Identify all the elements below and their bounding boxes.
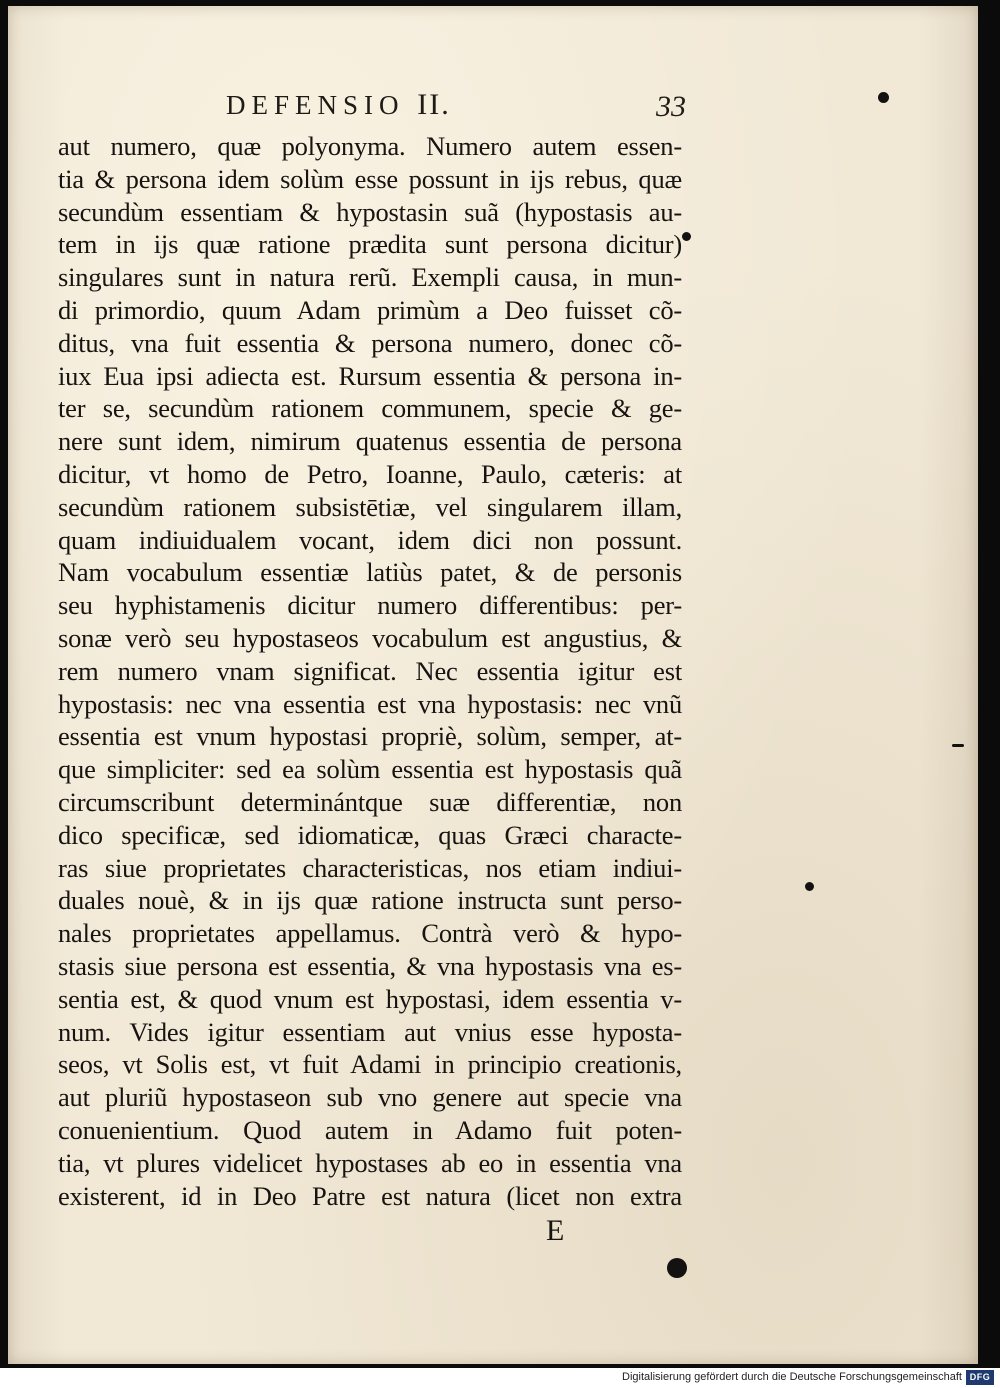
signature-mark: E: [546, 1214, 565, 1247]
body-text: [58, 130, 682, 1212]
text-line: tia & persona idem solùm esse possunt in ijs rebus, quæ: [58, 163, 682, 194]
text-line: iux Eua ipsi adiecta est. Rursum essentia & persona in-: [58, 360, 682, 391]
text-line: aut numero, quæ polyonyma. Numero autem essen-: [58, 131, 682, 161]
text-line: ditus, vna fuit essentia & persona numero, donec cõ-: [58, 327, 682, 358]
text-line: que simpliciter: sed ea solùm essentia est hypostasis quã: [58, 754, 682, 785]
text-line: dicitur, vt homo de Petro, Ioanne, Paulo, cæteris: at: [58, 458, 682, 489]
text-line: num. Vides igitur essentiam aut vnius esse hyposta-: [58, 1016, 682, 1047]
text-line: Nam vocabulum essentiæ latiùs patet, & de personis: [58, 557, 682, 588]
page-number: 33: [656, 90, 686, 123]
text-line: conuenientium. Quod autem in Adamo fuit poten-: [58, 1114, 682, 1145]
text-line: tem in ijs quæ ratione prædita sunt persona dicitur): [58, 229, 682, 260]
text-line: singulares sunt in natura rerũ. Exempli causa, in mun-: [58, 262, 682, 293]
ink-blot: [878, 92, 889, 103]
text-line: secundùm essentiam & hypostasin suã (hypostasis au-: [58, 196, 682, 227]
dfg-logo: DFG: [966, 1370, 994, 1385]
text-line: tia, vt plures videlicet hypostases ab eo in essentia vna: [58, 1147, 682, 1178]
running-head-number: II.: [417, 88, 451, 121]
text-line: duales nouè, & in ijs quæ ratione instructa sunt perso-: [58, 885, 682, 916]
text-line: existerent, id in Deo Patre est natura (licet non extra: [58, 1180, 682, 1211]
running-head: [226, 88, 451, 122]
text-line: seu hyphistamenis dicitur numero differentibus: per-: [58, 590, 682, 621]
text-line: circumscribunt determinántque suæ differentiæ, non: [58, 786, 682, 817]
text-line: ter se, secundùm rationem communem, specie & ge-: [58, 393, 682, 424]
ink-mark: [952, 744, 964, 747]
digitization-credit: Digitalisierung gefördert durch die Deutsche Forschungsgemeinschaft: [622, 1371, 962, 1383]
text-line: hypostasis: nec vna essentia est vna hypostasis: nec vnũ: [58, 688, 682, 719]
text-line: sentia est, & quod vnum est hypostasi, idem essentia v-: [58, 983, 682, 1014]
text-line: dico specificæ, sed idiomaticæ, quas Græci characte-: [58, 819, 682, 850]
ink-blot: [805, 882, 814, 891]
text-line: ras siue proprietates characteristicas, nos etiam indiui-: [58, 852, 682, 883]
text-line: secundùm rationem subsistētiæ, vel singularem illam,: [58, 491, 682, 522]
text-line: rem numero vnam significat. Nec essentia igitur est: [58, 655, 682, 686]
text-line: essentia est vnum hypostasi propriè, solùm, semper, at-: [58, 721, 682, 752]
text-line: nales proprietates appellamus. Contrà verò & hypo-: [58, 918, 682, 949]
text-line: quam indiuidualem vocant, idem dici non possunt.: [58, 524, 682, 555]
ink-blot: [682, 232, 691, 241]
text-line: seos, vt Solis est, vt fuit Adami in principio creationis,: [58, 1049, 682, 1080]
ink-blot: [667, 1258, 687, 1278]
text-line: aut pluriũ hypostaseon sub vno genere aut specie vna: [58, 1082, 682, 1113]
running-head-title: DEFENSIO: [226, 90, 405, 120]
text-line: sonæ verò seu hypostaseos vocabulum est angustius, &: [58, 622, 682, 653]
text-line: nere sunt idem, nimirum quatenus essentia de persona: [58, 426, 682, 457]
book-page: [8, 6, 978, 1364]
digitization-footer: [0, 1368, 1000, 1388]
text-line: di primordio, quum Adam primùm a Deo fuisset cõ-: [58, 294, 682, 325]
text-line: stasis siue persona est essentia, & vna hypostasis vna es-: [58, 950, 682, 981]
